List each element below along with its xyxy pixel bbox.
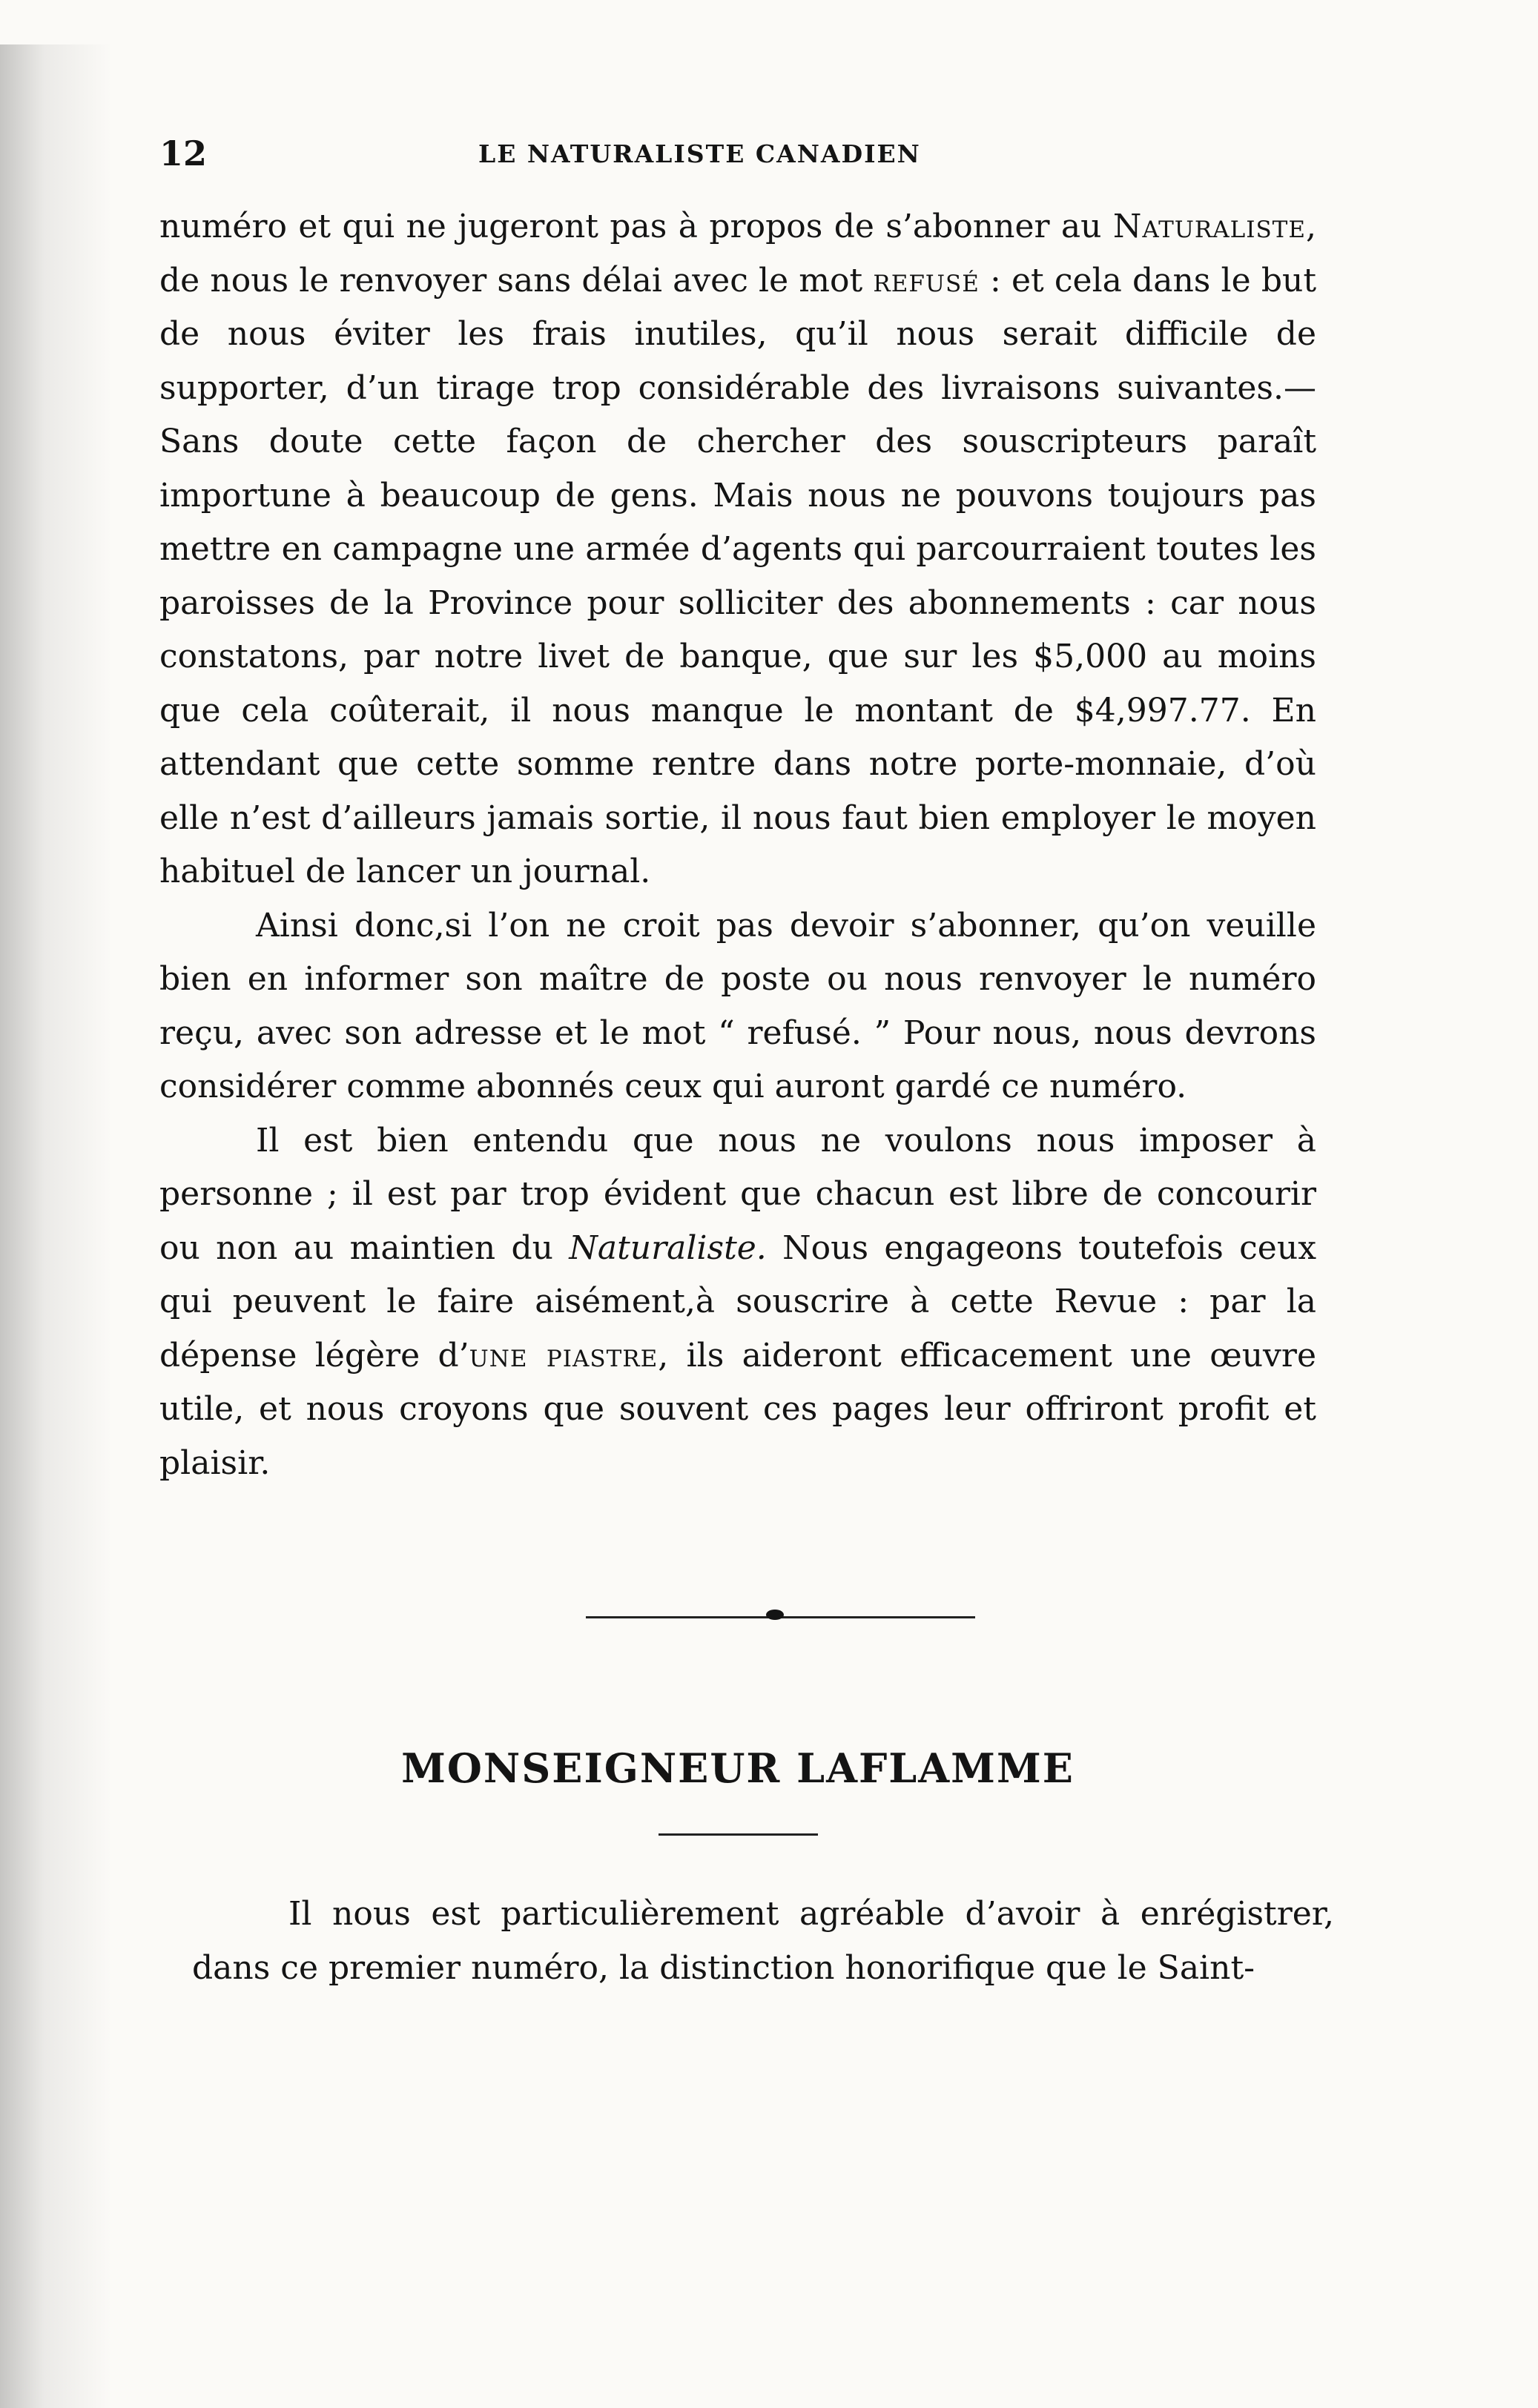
paragraph-3-text-a: Il est bien entendu que nous ne voulons nous imposer à personne ; il est par trop évident que chacun est libre de concourir ou non au maintien du (159, 1121, 1316, 1267)
section-opening-paragraph: Il nous est particulièrement agréable d’avoir à enrégistrer, dans ce premier numéro, la distinction honorifique que le Saint- (192, 1895, 1334, 1987)
price-smallcaps: une piastre (469, 1336, 659, 1375)
running-head (159, 133, 1316, 178)
paragraph-2: Ainsi donc,si l’on ne croit pas devoir s’abonner, qu’on veuille bien en informer son maître de poste ou nous renvoyer le numéro reçu, avec son adresse et le mot “ refusé. ” Pour nous, nous devrons considérer comme abonnés ceux qui auront gardé ce numéro. (159, 906, 1316, 1105)
section-title: MONSEIGNEUR LAFLAMME (401, 1744, 1075, 1792)
paragraph-1-text-b: , de nous le renvoyer sans délai avec le mot (159, 208, 1316, 300)
journal-name-italic: Naturaliste. (569, 1228, 767, 1267)
paragraph-3 (159, 1114, 1316, 1491)
journal-name-smallcaps: Naturaliste (1112, 208, 1306, 245)
paragraph-3-text-b: Nous engageons toutefois ceux qui peuvent le faire aisément,à souscrire à cette Revue : par la dépense légère d’ (159, 1228, 1317, 1375)
paragraph-3-text-c: , ils aideront efficacement une œuvre utile, et nous croyons que souvent ces pages leur offriront profit et plaisir. (159, 1336, 1316, 1482)
page-binding-shadow (0, 44, 111, 2408)
paragraph-1-text-a: numéro et qui ne jugeront pas à propos de s’abonner au (159, 208, 1113, 245)
title-underline-rule (659, 1833, 818, 1836)
running-title: LE NATURALISTE CANADIEN (478, 139, 921, 168)
section-divider-ornament (159, 1601, 1316, 1631)
page-number: 12 (159, 133, 208, 173)
paragraph-1 (159, 200, 1316, 899)
refuse-word-smallcaps: refusé (873, 261, 980, 300)
paragraph-1-text-c: : et cela dans le but de nous éviter les frais inutiles, qu’il nous serait difficile de supporter, d’un tirage trop considérable des livraisons suivantes.—Sans doute cette façon de chercher des souscripteurs paraît importune à beaucoup de gens. Mais nous ne pouvons toujours pas mettre en campagne une armée d’agents qui parcourraient toutes les paroisses de la Province pour solliciter des abonnements : car nous constatons, par notre livet de banque, que sur les $5,000 au moins que cela coûterait, il nous manque le montant de $4,997.77. En attendant que cette somme rentre dans notre porte-monnaie, d’où elle n’est d’ailleurs jamais sortie, il nous faut bien employer le moyen habituel de lancer un journal. (159, 261, 1317, 890)
divider-ornament-icon (766, 1610, 784, 1620)
book-page (159, 133, 1334, 1995)
